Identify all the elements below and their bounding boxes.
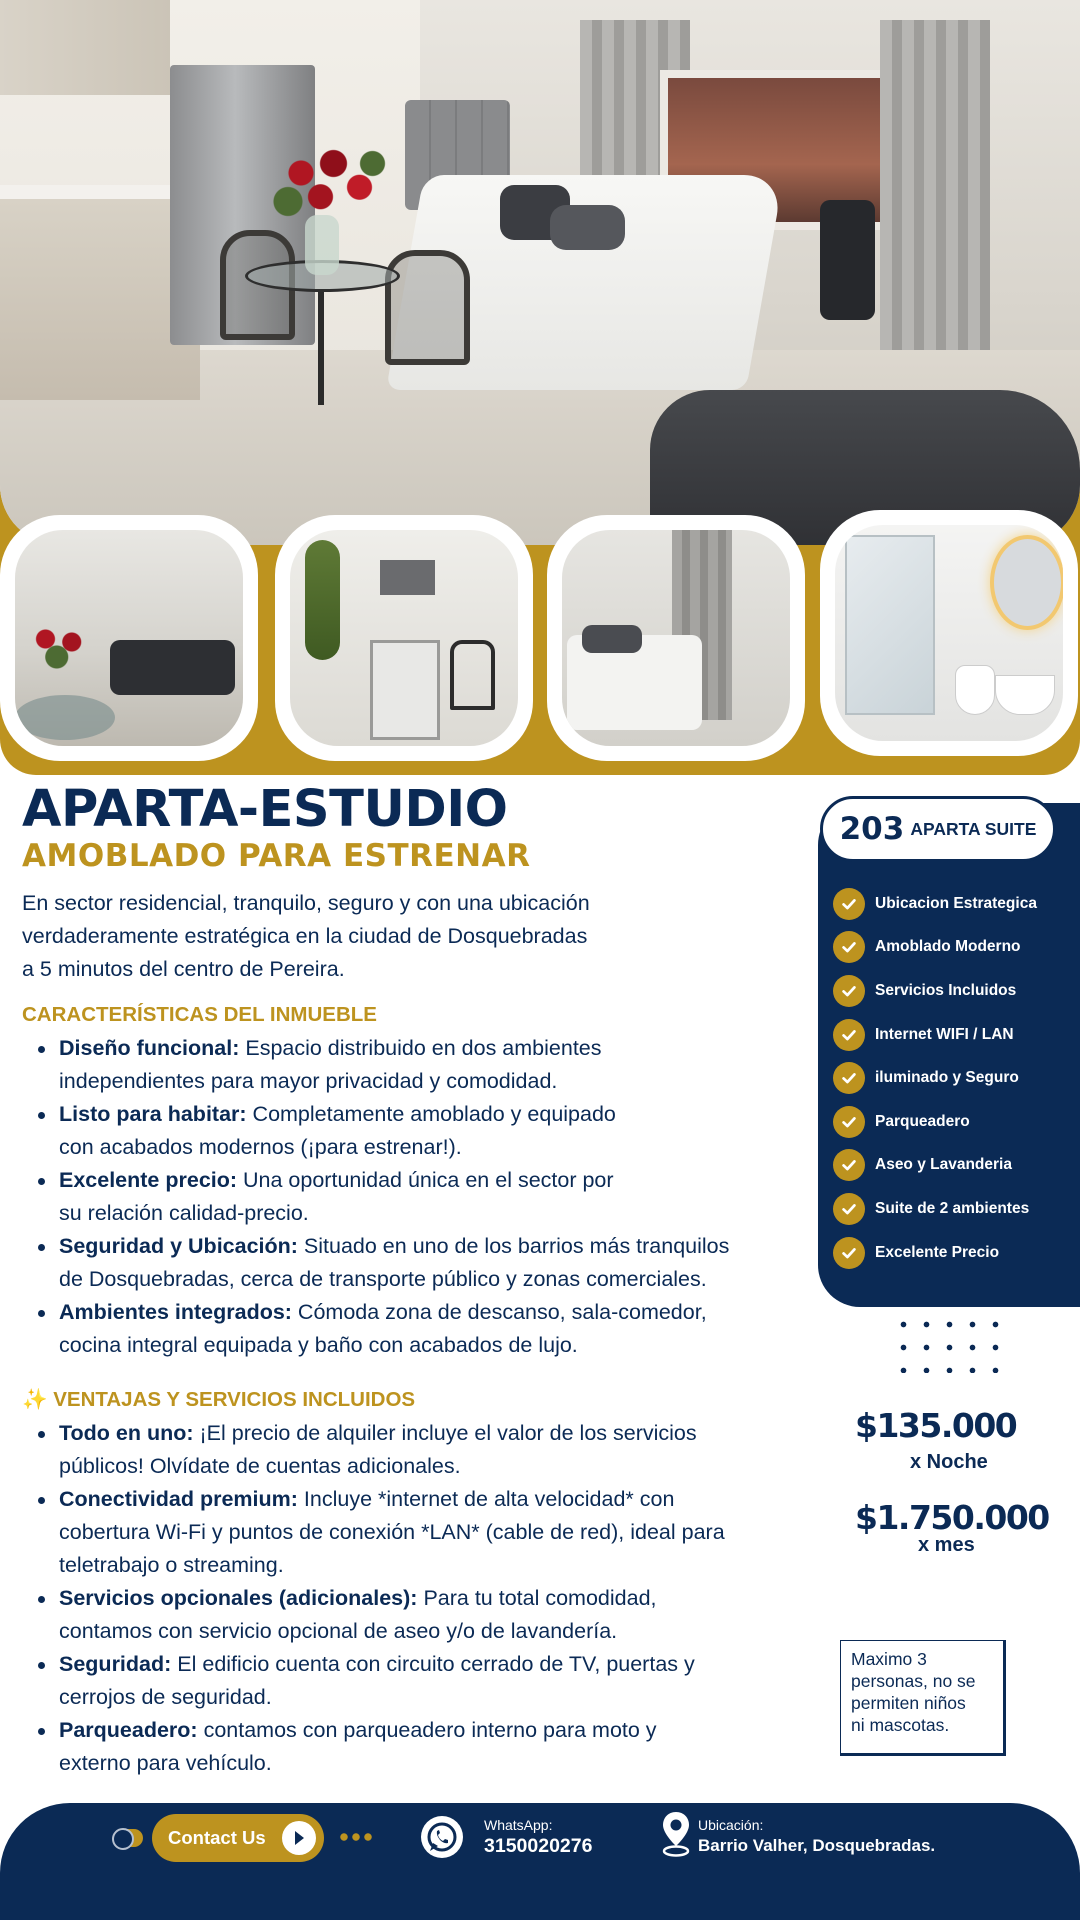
suite-label: APARTA SUITE <box>910 818 1037 839</box>
suite-badge <box>820 796 1056 862</box>
decorative-dots <box>892 1313 1007 1373</box>
list-item: Suite de 2 ambientes <box>833 1187 1037 1231</box>
amenities-list <box>833 882 1037 1274</box>
features-list <box>22 1032 812 1362</box>
check-icon <box>833 1237 865 1269</box>
list-item: Todo en uno: ¡El precio de alquiler incluye el valor de los servicios públicos! Olvídate de cuentas adicionales. <box>22 1417 812 1483</box>
contact-us-label: Contact Us <box>168 1827 266 1848</box>
check-icon <box>833 1106 865 1138</box>
location-label: Ubicación: <box>698 1817 764 1833</box>
list-item: Aseo y Lavanderia <box>833 1144 1037 1188</box>
list-item: Seguridad y Ubicación: Situado en uno de los barrios más tranquilos de Dosquebradas, cerca de transporte público y zonas comerciales. <box>22 1230 812 1296</box>
list-item: Internet WIFI / LAN <box>833 1013 1037 1057</box>
check-icon <box>833 1062 865 1094</box>
page-subtitle: AMOBLADO PARA ESTRENAR <box>22 838 531 874</box>
services-list <box>22 1417 812 1780</box>
list-item: Excelente precio: Una oportunidad única en el sector por su relación calidad-precio. <box>22 1164 812 1230</box>
services-heading: ✨ VENTAJAS Y SERVICIOS INCLUIDOS <box>22 1388 416 1411</box>
thumbnail-kitchen[interactable] <box>275 515 533 761</box>
whatsapp-label: WhatsApp: <box>484 1817 553 1833</box>
check-icon <box>833 1149 865 1181</box>
night-price: $135.000 <box>855 1406 1017 1445</box>
whatsapp-number[interactable]: 3150020276 <box>484 1835 593 1857</box>
list-item: Conectividad premium: Incluye *internet de alta velocidad* con cobertura Wi-Fi y puntos de conexión *LAN* (cable de red), ideal para teletrabajo o streaming. <box>22 1483 812 1582</box>
check-icon <box>833 888 865 920</box>
list-item: Diseño funcional: Espacio distribuido en dos ambientes independientes para mayor privacidad y comodidad. <box>22 1032 812 1098</box>
occupancy-note: Maximo 3 personas, no se permiten niños ni mascotas. <box>840 1640 1006 1756</box>
page-title: APARTA-ESTUDIO <box>22 780 508 839</box>
thumbnail-bedroom[interactable] <box>547 515 805 761</box>
check-icon <box>833 1193 865 1225</box>
footer-dots <box>338 1833 372 1841</box>
check-icon <box>833 1019 865 1051</box>
list-item: Servicios Incluidos <box>833 969 1037 1013</box>
check-icon <box>833 931 865 963</box>
contact-us-button[interactable] <box>152 1814 324 1862</box>
list-item: Ambientes integrados: Cómoda zona de descanso, sala-comedor, cocina integral equipada y baño con acabados de lujo. <box>22 1296 812 1362</box>
toggle-switch[interactable] <box>113 1829 143 1847</box>
list-item: Excelente Precio <box>833 1231 1037 1275</box>
list-item: Seguridad: El edificio cuenta con circuito cerrado de TV, puertas y cerrojos de seguridad. <box>22 1648 812 1714</box>
suite-number: 203 <box>839 811 905 847</box>
thumbnail-bathroom[interactable] <box>820 510 1078 756</box>
list-item: Servicios opcionales (adicionales): Para tu total comodidad, contamos con servicio opcional de aseo y/o de lavandería. <box>22 1582 812 1648</box>
month-price: $1.750.000 <box>855 1498 1049 1537</box>
intro-paragraph: En sector residencial, tranquilo, seguro y con una ubicación verdaderamente estratégica en la ciudad de Dosquebradas a 5 minutos del centro de Pereira. <box>22 891 590 981</box>
night-unit: x Noche <box>910 1451 988 1473</box>
list-item: Parqueadero <box>833 1100 1037 1144</box>
month-unit: x mes <box>918 1534 975 1556</box>
check-icon <box>833 975 865 1007</box>
list-item: Listo para habitar: Completamente amoblado y equipado con acabados modernos (¡para estrenar!). <box>22 1098 812 1164</box>
thumbnail-living-room[interactable] <box>0 515 258 761</box>
list-item: iluminado y Seguro <box>833 1056 1037 1100</box>
location-pin-icon <box>660 1810 692 1858</box>
list-item: Parqueadero: contamos con parqueadero interno para moto y externo para vehículo. <box>22 1714 812 1780</box>
arrow-right-icon <box>282 1821 316 1855</box>
features-heading: CARACTERÍSTICAS DEL INMUEBLE <box>22 1003 377 1026</box>
location-value: Barrio Valher, Dosquebradas. <box>698 1836 936 1855</box>
whatsapp-icon[interactable] <box>420 1815 464 1859</box>
hero-photo <box>0 0 1080 545</box>
list-item: Ubicacion Estrategica <box>833 882 1037 926</box>
list-item: Amoblado Moderno <box>833 926 1037 970</box>
